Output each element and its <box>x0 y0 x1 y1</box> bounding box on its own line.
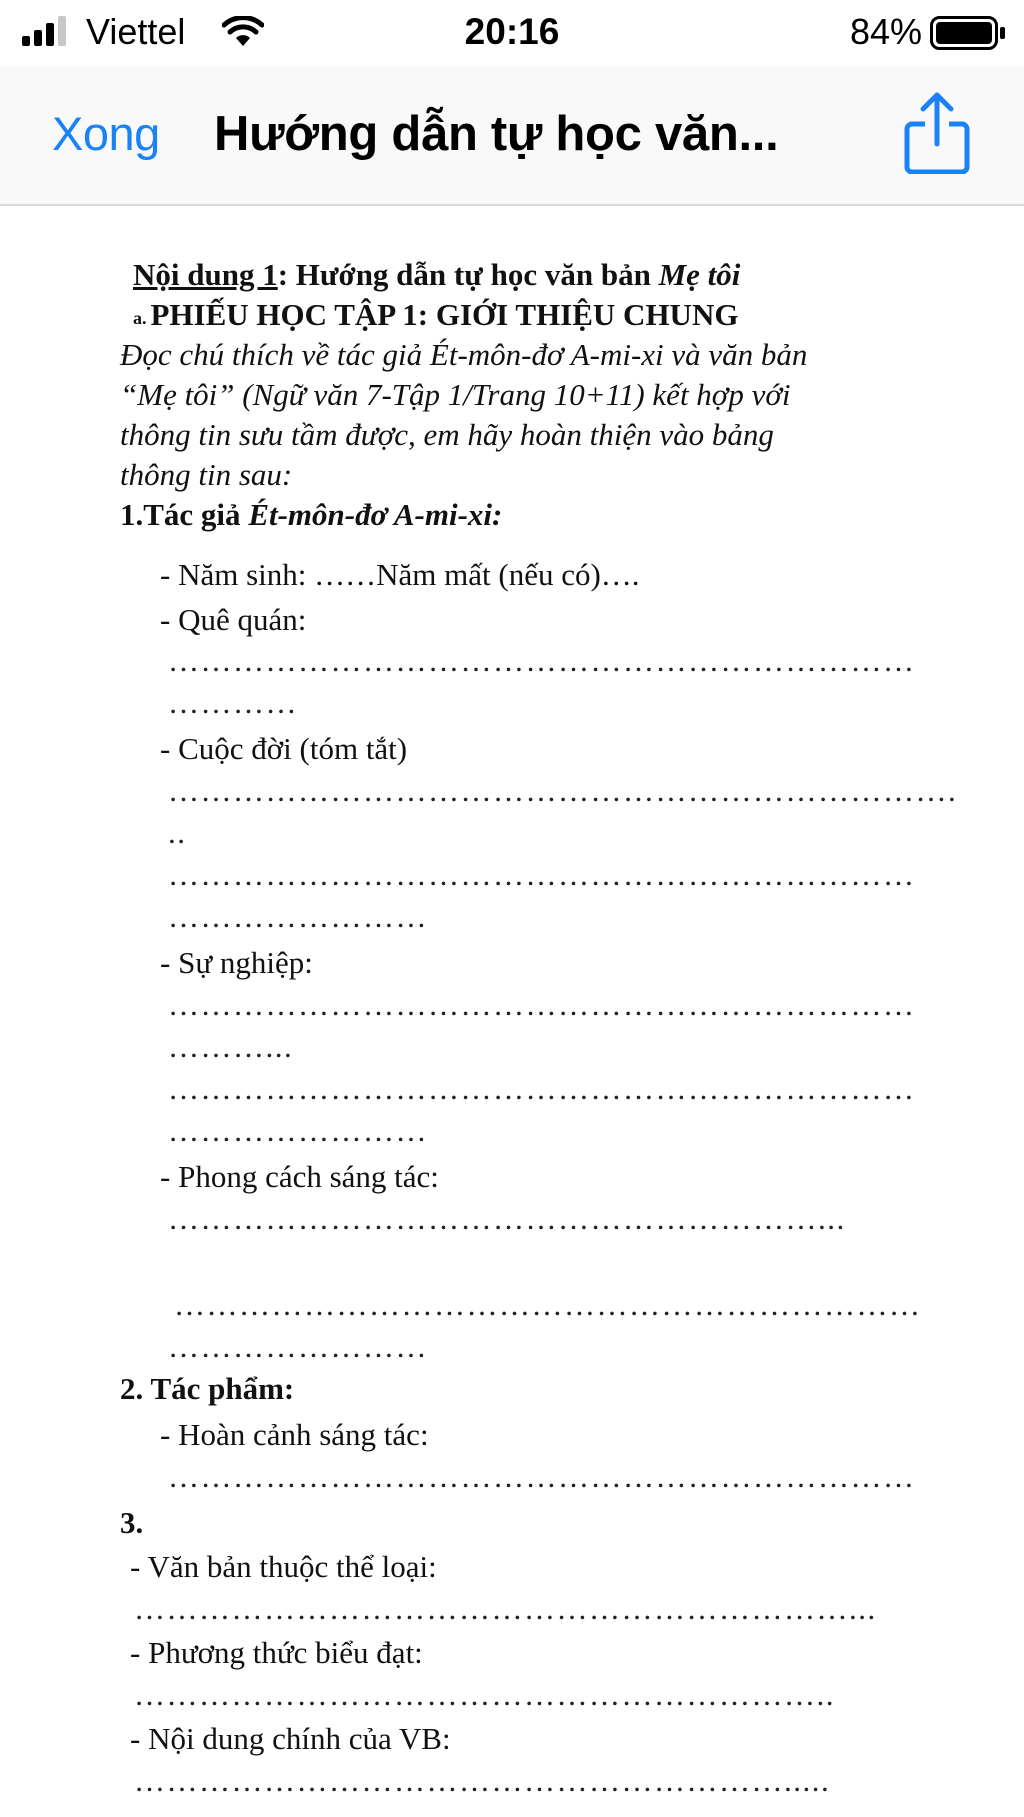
answer-line: ………… <box>168 685 298 720</box>
answer-line: …………………… <box>168 1113 428 1148</box>
answer-line: …………………………………………………………… <box>168 1459 916 1494</box>
main-content-item: - Nội dung chính của VB: <box>130 1721 451 1756</box>
career-item: - Sự nghiệp: <box>160 945 313 980</box>
section-3-heading: 3. <box>120 1505 144 1540</box>
answer-line: …………………… <box>168 899 428 934</box>
nav-bar <box>0 66 1024 206</box>
style-item: - Phong cách sáng tác: <box>160 1159 439 1194</box>
answer-line: …………………………………………………………… <box>168 857 916 892</box>
document-title: Hướng dẫn tự học văn... <box>214 107 779 161</box>
life-item: - Cuộc đời (tóm tắt) <box>160 731 408 766</box>
answer-line: .. <box>168 815 187 850</box>
intro-line-1: Đọc chú thích về tác giả Ét-môn-đơ A-mi-xi và văn bản <box>120 337 808 372</box>
content-heading: Nội dung 1: Hướng dẫn tự học văn bản Mẹ tôi <box>133 257 741 292</box>
hometown-item: - Quê quán: <box>160 602 307 637</box>
answer-line: ……………………………………………………... <box>168 1201 846 1236</box>
answer-line: …………………… <box>168 1329 428 1364</box>
worksheet-title: a. PHIẾU HỌC TẬP 1: GIỚI THIỆU CHUNG <box>133 297 739 332</box>
answer-line: …………………………………………………………… <box>174 1287 922 1322</box>
status-time: 20:16 <box>464 11 560 52</box>
answer-line: …………………………………………………………… <box>168 1071 916 1106</box>
answer-line: ……………………………………………………..... <box>134 1763 831 1798</box>
status-bar <box>0 0 1024 66</box>
birth-year-item: - Năm sinh: ……Năm mất (nếu có)…. <box>160 557 640 592</box>
battery-icon <box>930 16 1006 50</box>
share-icon[interactable] <box>900 92 974 174</box>
answer-line: …………………………………………………………… <box>168 987 916 1022</box>
done-button[interactable]: Xong <box>52 107 160 160</box>
answer-line: ………... <box>168 1029 294 1064</box>
carrier-name: Viettel <box>86 11 186 52</box>
section-2-heading: 2. Tác phẩm: <box>120 1371 295 1406</box>
section-1-heading: 1.Tác giả Ét-môn-đơ A-mi-xi: <box>120 497 503 532</box>
battery-fill <box>936 22 992 44</box>
intro-line-3: thông tin sưu tầm được, em hãy hoàn thiện vào bảng <box>120 417 774 452</box>
genre-item: - Văn bản thuộc thể loại: <box>130 1549 437 1584</box>
intro-line-4: thông tin sau: <box>120 457 293 492</box>
expression-item: - Phương thức biểu đạt: <box>130 1635 423 1670</box>
document-page[interactable] <box>0 206 1024 1817</box>
battery-percent: 84% <box>849 11 922 52</box>
answer-line: ………………………………………………………………. <box>168 773 958 808</box>
intro-line-2: “Mẹ tôi” (Ngữ văn 7-Tập 1/Trang 10+11) kết hợp với <box>120 377 791 412</box>
answer-line: …………………………………………………………… <box>168 643 916 678</box>
context-item: - Hoàn cảnh sáng tác: <box>160 1417 429 1452</box>
answer-line: …………………………………………………………... <box>134 1591 877 1626</box>
answer-line: ……………………………………………………….. <box>134 1677 835 1712</box>
